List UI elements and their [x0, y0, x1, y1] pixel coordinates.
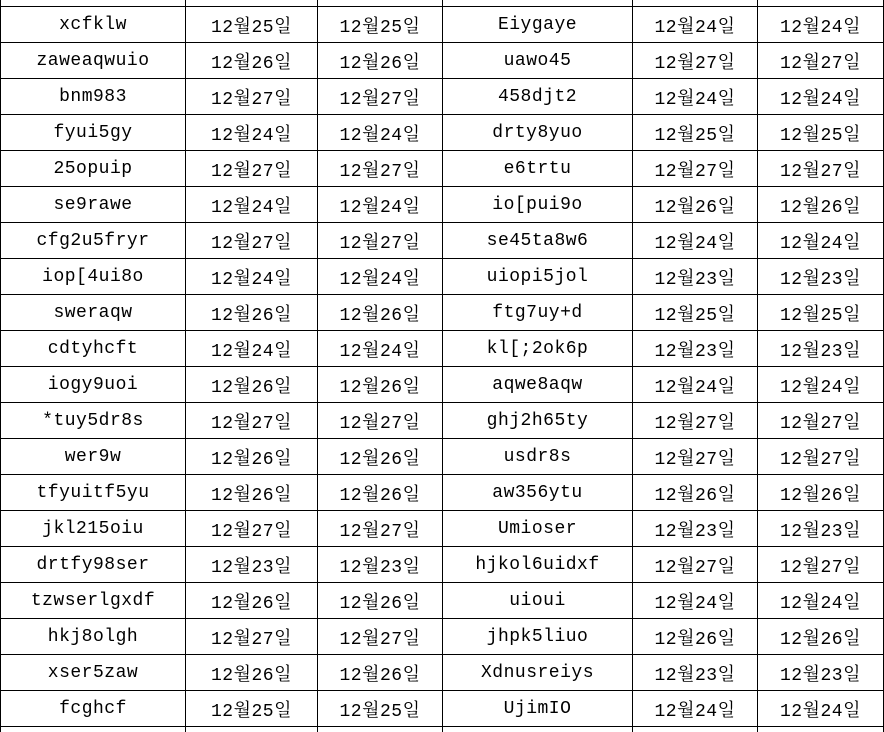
table-row	[0, 583, 884, 619]
cell-date[interactable]: 12월24일	[633, 583, 758, 619]
cell-id[interactable]: se45ta8w6	[443, 223, 633, 259]
table-cell[interactable]	[758, 727, 884, 732]
cell-date[interactable]: 12월24일	[758, 223, 884, 259]
table-row	[0, 619, 884, 655]
cell-id[interactable]: aqwe8aqw	[443, 367, 633, 403]
cell-date[interactable]: 12월27일	[318, 79, 443, 115]
cell-id[interactable]: iogy9uoi	[0, 367, 186, 403]
cell-date[interactable]: 12월26일	[633, 475, 758, 511]
cell-date[interactable]: 12월27일	[318, 403, 443, 439]
table-row	[0, 439, 884, 475]
table-row	[0, 403, 884, 439]
cell-date[interactable]: 12월26일	[758, 475, 884, 511]
cell-id[interactable]: cfg2u5fryr	[0, 223, 186, 259]
cell-id[interactable]: zaweaqwuio	[0, 43, 186, 79]
table-row	[0, 7, 884, 43]
table-body	[0, 7, 884, 727]
cell-date[interactable]: 12월27일	[633, 547, 758, 583]
cell-date[interactable]: 12월23일	[758, 259, 884, 295]
cell-id[interactable]: wer9w	[0, 439, 186, 475]
cell-date[interactable]: 12월25일	[758, 295, 884, 331]
table-cell[interactable]	[443, 727, 633, 732]
table-cell[interactable]	[443, 0, 633, 7]
cell-id[interactable]: ghj2h65ty	[443, 403, 633, 439]
cell-date[interactable]: 12월27일	[633, 43, 758, 79]
cell-id[interactable]: bnm983	[0, 79, 186, 115]
table-row	[0, 187, 884, 223]
table-row	[0, 547, 884, 583]
table-cell[interactable]	[633, 0, 758, 7]
cell-date[interactable]: 12월26일	[633, 187, 758, 223]
cell-date[interactable]: 12월24일	[633, 7, 758, 43]
table-cell[interactable]	[318, 0, 443, 7]
cell-id[interactable]: uioui	[443, 583, 633, 619]
cell-id[interactable]: jkl215oiu	[0, 511, 186, 547]
cell-id[interactable]: 458djt2	[443, 79, 633, 115]
cell-date[interactable]: 12월27일	[318, 223, 443, 259]
cell-date[interactable]: 12월24일	[633, 223, 758, 259]
cell-date[interactable]: 12월24일	[186, 115, 318, 151]
cell-date[interactable]: 12월27일	[186, 223, 318, 259]
cell-id[interactable]: Umioser	[443, 511, 633, 547]
table-row-partial-top	[0, 0, 884, 7]
cell-date[interactable]: 12월24일	[758, 691, 884, 727]
cell-id[interactable]: aw356ytu	[443, 475, 633, 511]
cell-date[interactable]: 12월25일	[633, 115, 758, 151]
table-row	[0, 295, 884, 331]
cell-date[interactable]: 12월24일	[318, 115, 443, 151]
cell-id[interactable]: jhpk5liuo	[443, 619, 633, 655]
cell-date[interactable]: 12월26일	[318, 583, 443, 619]
cell-date[interactable]: 12월24일	[758, 7, 884, 43]
cell-date[interactable]: 12월24일	[318, 187, 443, 223]
cell-date[interactable]: 12월27일	[633, 403, 758, 439]
table-row	[0, 655, 884, 691]
cell-date[interactable]: 12월23일	[633, 511, 758, 547]
table-cell[interactable]	[0, 727, 186, 732]
cell-id[interactable]: fyui5gy	[0, 115, 186, 151]
cell-date[interactable]: 12월23일	[633, 655, 758, 691]
cell-date[interactable]: 12월26일	[186, 475, 318, 511]
cell-date[interactable]: 12월26일	[318, 295, 443, 331]
cell-date[interactable]: 12월26일	[186, 367, 318, 403]
cell-id[interactable]: uiopi5jol	[443, 259, 633, 295]
cell-date[interactable]: 12월25일	[186, 691, 318, 727]
table-cell[interactable]	[0, 0, 186, 7]
cell-date[interactable]: 12월24일	[633, 367, 758, 403]
cell-date[interactable]: 12월26일	[186, 583, 318, 619]
cell-date[interactable]: 12월27일	[318, 619, 443, 655]
cell-id[interactable]: hjkol6uidxf	[443, 547, 633, 583]
cell-id[interactable]: cdtyhcft	[0, 331, 186, 367]
cell-date[interactable]: 12월24일	[186, 259, 318, 295]
table-row	[0, 475, 884, 511]
cell-date[interactable]: 12월27일	[758, 547, 884, 583]
cell-id[interactable]: ftg7uy+d	[443, 295, 633, 331]
cell-date[interactable]: 12월23일	[758, 655, 884, 691]
cell-date[interactable]: 12월26일	[758, 187, 884, 223]
cell-date[interactable]: 12월26일	[318, 655, 443, 691]
cell-id[interactable]: e6trtu	[443, 151, 633, 187]
cell-id[interactable]: iop[4ui8o	[0, 259, 186, 295]
cell-date[interactable]: 12월27일	[318, 511, 443, 547]
cell-id[interactable]: xcfklw	[0, 7, 186, 43]
table-row	[0, 115, 884, 151]
cell-date[interactable]: 12월23일	[758, 511, 884, 547]
cell-date[interactable]: 12월26일	[318, 43, 443, 79]
table-cell[interactable]	[318, 727, 443, 732]
cell-date[interactable]: 12월27일	[186, 79, 318, 115]
cell-date[interactable]: 12월24일	[186, 331, 318, 367]
cell-date[interactable]: 12월23일	[318, 547, 443, 583]
cell-id[interactable]: tzwserlgxdf	[0, 583, 186, 619]
cell-id[interactable]: Eiygaye	[443, 7, 633, 43]
cell-id[interactable]: *tuy5dr8s	[0, 403, 186, 439]
cell-date[interactable]: 12월24일	[758, 367, 884, 403]
cell-date[interactable]: 12월27일	[758, 43, 884, 79]
table-row	[0, 223, 884, 259]
table-row	[0, 691, 884, 727]
cell-date[interactable]: 12월26일	[318, 439, 443, 475]
cell-id[interactable]: drty8yuo	[443, 115, 633, 151]
cell-date[interactable]: 12월27일	[758, 403, 884, 439]
cell-date[interactable]: 12월24일	[318, 331, 443, 367]
cell-date[interactable]: 12월23일	[758, 331, 884, 367]
table-row	[0, 511, 884, 547]
cell-date[interactable]: 12월23일	[633, 259, 758, 295]
cell-id[interactable]: fcghcf	[0, 691, 186, 727]
cell-id[interactable]: kl[;2ok6p	[443, 331, 633, 367]
cell-date[interactable]: 12월26일	[186, 655, 318, 691]
cell-date[interactable]: 12월25일	[633, 295, 758, 331]
table-row	[0, 367, 884, 403]
table-row	[0, 79, 884, 115]
cell-date[interactable]: 12월27일	[186, 151, 318, 187]
cell-date[interactable]: 12월26일	[758, 619, 884, 655]
cell-id[interactable]: uawo45	[443, 43, 633, 79]
cell-date[interactable]: 12월24일	[758, 583, 884, 619]
cell-date[interactable]: 12월25일	[758, 115, 884, 151]
cell-date[interactable]: 12월26일	[186, 295, 318, 331]
cell-date[interactable]: 12월27일	[186, 619, 318, 655]
cell-date[interactable]: 12월24일	[758, 79, 884, 115]
cell-date[interactable]: 12월24일	[318, 259, 443, 295]
cell-date[interactable]: 12월26일	[318, 367, 443, 403]
cell-id[interactable]: Xdnusreiys	[443, 655, 633, 691]
cell-date[interactable]: 12월27일	[633, 439, 758, 475]
cell-date[interactable]: 12월26일	[318, 475, 443, 511]
cell-id[interactable]: se9rawe	[0, 187, 186, 223]
cell-date[interactable]: 12월27일	[633, 151, 758, 187]
table-cell[interactable]	[758, 0, 884, 7]
cell-date[interactable]: 12월25일	[186, 7, 318, 43]
cell-date[interactable]: 12월23일	[186, 547, 318, 583]
cell-id[interactable]: 25opuip	[0, 151, 186, 187]
cell-id[interactable]: sweraqw	[0, 295, 186, 331]
table-cell[interactable]	[186, 727, 318, 732]
table-row	[0, 259, 884, 295]
cell-date[interactable]: 12월23일	[633, 331, 758, 367]
cell-id[interactable]: UjimIO	[443, 691, 633, 727]
cell-date[interactable]: 12월25일	[318, 691, 443, 727]
table-row-partial-bottom	[0, 727, 884, 732]
cell-date[interactable]: 12월26일	[186, 439, 318, 475]
cell-date[interactable]: 12월27일	[186, 403, 318, 439]
cell-id[interactable]: tfyuitf5yu	[0, 475, 186, 511]
cell-id[interactable]: xser5zaw	[0, 655, 186, 691]
table-row	[0, 151, 884, 187]
cell-date[interactable]: 12월24일	[633, 79, 758, 115]
cell-date[interactable]: 12월27일	[318, 151, 443, 187]
table-cell[interactable]	[186, 0, 318, 7]
cell-date[interactable]: 12월27일	[758, 151, 884, 187]
cell-id[interactable]: io[pui9o	[443, 187, 633, 223]
cell-date[interactable]: 12월25일	[318, 7, 443, 43]
cell-id[interactable]: drtfy98ser	[0, 547, 186, 583]
cell-date[interactable]: 12월24일	[186, 187, 318, 223]
cell-date[interactable]: 12월27일	[186, 511, 318, 547]
cell-date[interactable]: 12월24일	[633, 691, 758, 727]
table-row	[0, 331, 884, 367]
cell-id[interactable]: usdr8s	[443, 439, 633, 475]
cell-date[interactable]: 12월27일	[758, 439, 884, 475]
table-cell[interactable]	[633, 727, 758, 732]
table-row	[0, 43, 884, 79]
cell-date[interactable]: 12월26일	[633, 619, 758, 655]
cell-id[interactable]: hkj8olgh	[0, 619, 186, 655]
cell-date[interactable]: 12월26일	[186, 43, 318, 79]
